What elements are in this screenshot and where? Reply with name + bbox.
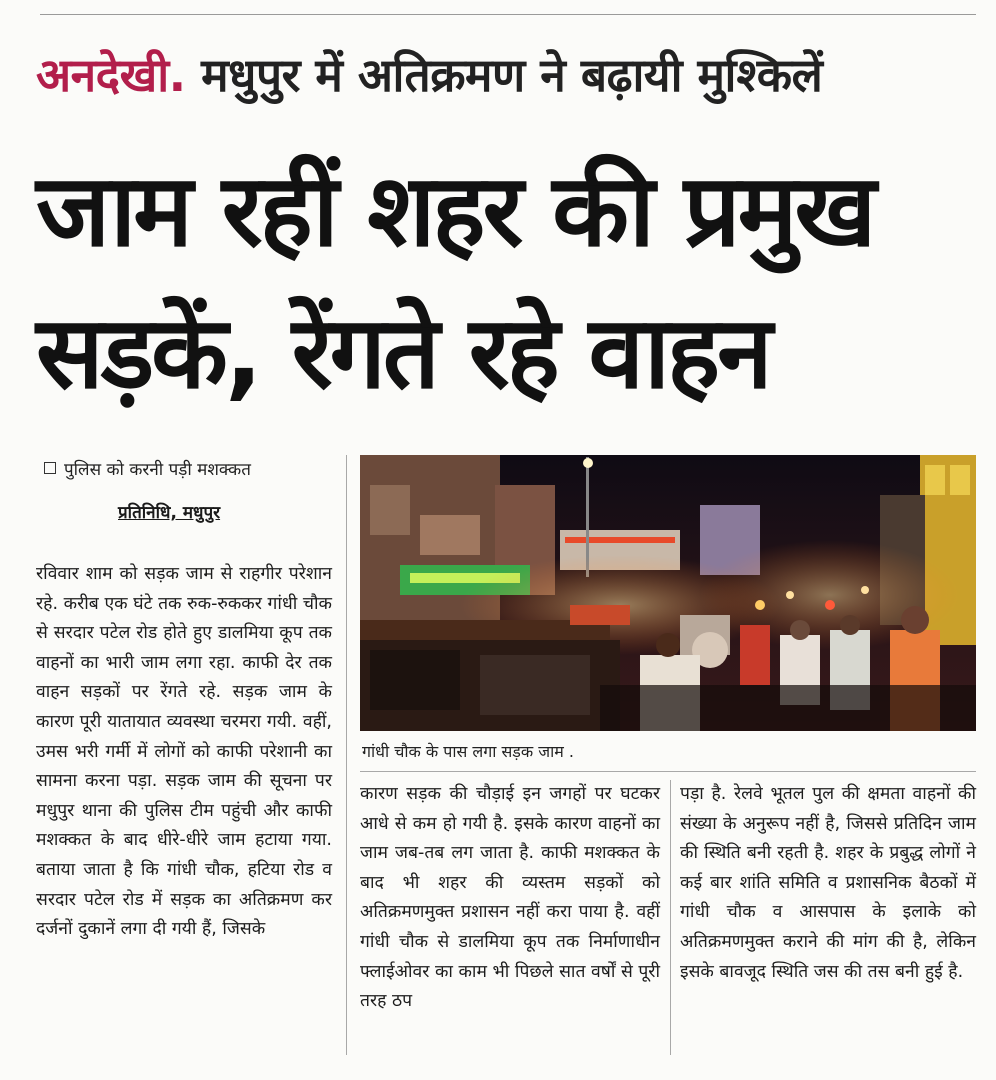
byline: प्रतिनिधि, मधुपुर	[118, 503, 221, 523]
article-column-2: कारण सड़क की चौड़ाई इन जगहों पर घटकर आधे से कम हो गयी है. इसके कारण वाहनों का जाम जब-तब लग जाता है. काफी मशक्कत के बाद भी शहर की व्यस्तम सड़कों को अतिक्रमणमुक्त प्रशासन नहीं करा पाया है. वहीं गांधी चौक से डालमिया कूप तक निर्माणाधीन फ्लाईओवर का काम भी पिछले सात वर्षों से पूरी तरह ठप	[360, 784, 660, 1012]
kicker-tag: अनदेखी.	[36, 48, 186, 102]
caption-rule	[360, 771, 976, 772]
subhead-text: पुलिस को करनी पड़ी मशक्कत	[64, 460, 251, 480]
top-rule	[40, 14, 976, 15]
column-divider-1	[346, 455, 347, 1055]
news-photo	[360, 455, 976, 731]
article-column-3: पड़ा है. रेलवे भूतल पुल की क्षमता वाहनों की संख्या के अनुरूप नहीं है, जिससे प्रतिदिन जाम की स्थिति बनी रहती है. शहर के प्रबुद्ध लोगों ने कई बार शांति समिति व प्रशासनिक बैठकों में गांधी चौक व आसपास के इलाके को अतिक्रमणमुक्त कराने की मांग की है, लेकिन इसके बावजूद स्थिति जस की तस बनी हुई है.	[680, 784, 976, 982]
headline-line-1: जाम रहीं शहर की प्रमुख	[36, 152, 874, 269]
traffic-jam-photo	[360, 455, 976, 731]
headline	[36, 140, 976, 424]
column-divider-2	[670, 780, 671, 1055]
subhead	[44, 457, 251, 480]
bullet-box-icon	[44, 462, 56, 474]
kicker	[36, 40, 976, 110]
kicker-text: मधुपुर में अतिक्रमण ने बढ़ायी मुश्किलें	[201, 48, 823, 102]
photo-caption: गांधी चौक के पास लगा सड़क जाम .	[362, 742, 574, 761]
article-column-1: रविवार शाम को सड़क जाम से राहगीर परेशान रहे. करीब एक घंटे तक रुक-रुककर गांधी चौक से सरदार पटेल रोड होते हुए डालमिया कूप तक वाहनों का भारी जाम लगा रहा. काफी देर तक वाहन सड़कों पर रेंगते रहे. सड़क जाम के कारण पूरी यातायात व्यवस्था चरमरा गयी. वहीं, उमस भरी गर्मी में लोगों को काफी परेशानी का सामना करना पड़ा. सड़क जाम की सूचना पर मधुपुर थाना की पुलिस टीम पहुंची और काफी मशक्कत के बाद धीरे-धीरे जाम हटाया गया. बताया जाता है कि गांधी चौक, हटिया रोड व सरदार पटेल रोड में सड़क का अतिक्रमण कर दर्जनों दुकानें लगा दी गयी हैं, जिसके	[36, 564, 332, 940]
headline-line-2: सड़कें, रेंगते रहे वाहन	[36, 294, 770, 411]
